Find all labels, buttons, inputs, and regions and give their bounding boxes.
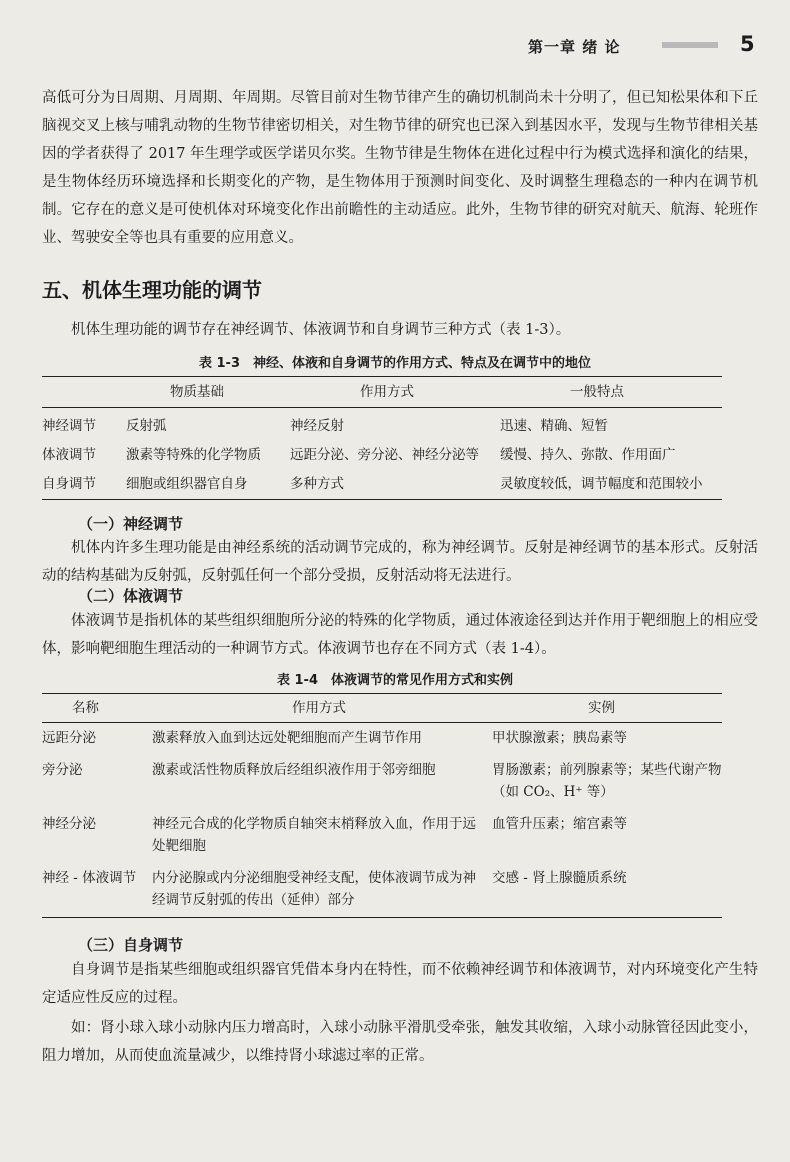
table-cell: 自身调节 [42,476,96,492]
table-row [42,863,722,918]
intro-paragraph: 高低可分为日周期、月周期、年周期。尽管目前对生物节律产生的确切机制尚未十分明了，但已知松果体和下丘脑视交叉上核与哺乳动物的生物节律密切相关，对生物节律的研究也已深入到基因水平，发现与生物节律相关基因的学者获得了 2017 年生理学或医学诺贝尔奖。生物节律是生物体在进化过程中行为模式选择和演化的结果，是生物体经历环境选择和长期变化的产物，是生物体用于预测时间变化、及时调整生理稳态的一种内在调节机制。它存在的意义是可使机体对环境变化作出前瞻性的主动适应。此外，生物节律的研究对航天、航海、轮班作业、驾驶安全等也具有重要的应用意义。 [42,90,758,246]
header-decor-bar [662,42,718,48]
table-cell: 神经元合成的化学物质自轴突末梢释放入血，作用于远处靶细胞 [152,816,476,854]
subheading-humoral: （二）体液调节 [78,587,184,605]
page-number: 5 [740,32,755,56]
table-row [42,470,722,500]
section-heading: 五、机体生理功能的调节 [42,278,262,302]
table-row [42,755,722,809]
table-1-4 [42,693,722,918]
header-cell: 名称 [42,694,152,723]
table-cell: 神经调节 [42,418,96,434]
table-row [42,809,722,863]
table-cell: 体液调节 [42,447,96,463]
table-cell: 反射弧 [126,418,167,434]
subheading-neural: （一）神经调节 [78,515,184,533]
header-cell [42,377,126,408]
autoregulation-paragraph: 自身调节是指某些细胞或组织器官凭借本身内在特性，而不依赖神经调节和体液调节，对内环境变化产生特定适应性反应的过程。 [42,962,758,1006]
table-1-3 [42,376,722,500]
header-cell: 作用方式 [290,377,500,408]
table-header-row [42,377,722,408]
header-cell: 物质基础 [126,377,290,408]
table-cell: 神经分泌 [42,816,96,832]
table-cell: 激素或活性物质释放后经组织液作用于邻旁细胞 [152,762,436,778]
table-cell: 远距分泌、旁分泌、神经分泌等 [290,447,479,463]
table-1-3-caption: 表 1-3 神经、体液和自身调节的作用方式、特点及在调节中的地位 [198,356,591,371]
table-cell: 神经反射 [290,418,344,434]
table-row [42,408,722,442]
header-cell: 实例 [492,694,722,723]
neural-paragraph: 机体内许多生理功能是由神经系统的活动调节完成的，称为神经调节。反射是神经调节的基本形式。反射活动的结构基础为反射弧，反射弧任何一个部分受损，反射活动将无法进行。 [42,540,758,584]
table-cell: 缓慢、持久、弥散、作用面广 [500,447,676,463]
table-header-row [42,694,722,723]
table-1-4-caption: 表 1-4 体液调节的常见作用方式和实例 [276,673,513,688]
table-cell: 旁分泌 [42,762,83,778]
table-cell: 交感 - 肾上腺髓质系统 [492,870,627,886]
table-cell: 甲状腺激素；胰岛素等 [492,730,627,746]
humoral-paragraph: 体液调节是指机体的某些组织细胞所分泌的特殊的化学物质，通过体液途径到达并作用于靶细胞上的相应受体，影响靶细胞生理活动的一种调节方式。体液调节也存在不同方式（表 1-4）。 [42,613,758,657]
table-row [42,441,722,470]
autoregulation-example-paragraph: 如：肾小球入球小动脉内压力增高时，入球小动脉平滑肌受牵张，触发其收缩，入球小动脉管径因此变小，阻力增加，从而使血流量减少，以维持肾小球滤过率的正常。 [42,1020,758,1064]
table-cell: 细胞或组织器官自身 [126,476,248,492]
table-cell: 灵敏度较低，调节幅度和范围较小 [500,476,703,492]
header-cell: 作用方式 [152,694,492,723]
table-cell: 激素等特殊的化学物质 [126,447,261,463]
table-cell: 胃肠激素；前列腺素等；某些代谢产物（如 CO₂、H⁺ 等） [492,762,722,800]
table-row [42,723,722,756]
chapter-title: 第一章 绪 论 [528,38,621,56]
regulation-intro-paragraph: 机体生理功能的调节存在神经调节、体液调节和自身调节三种方式（表 1-3）。 [71,322,571,338]
table-cell: 内分泌腺或内分泌细胞受神经支配，使体液调节成为神经调节反射弧的传出（延伸）部分 [152,870,476,908]
header-cell: 一般特点 [500,377,722,408]
table-cell: 激素释放入血到达远处靶细胞而产生调节作用 [152,730,422,746]
table-cell: 迅速、精确、短暂 [500,418,608,434]
running-header [0,30,790,60]
table-cell: 神经 - 体液调节 [42,870,137,886]
table-cell: 远距分泌 [42,730,96,746]
subheading-autoregulation: （三）自身调节 [78,936,184,954]
table-cell: 血管升压素；缩宫素等 [492,816,627,832]
table-cell: 多种方式 [290,476,344,492]
